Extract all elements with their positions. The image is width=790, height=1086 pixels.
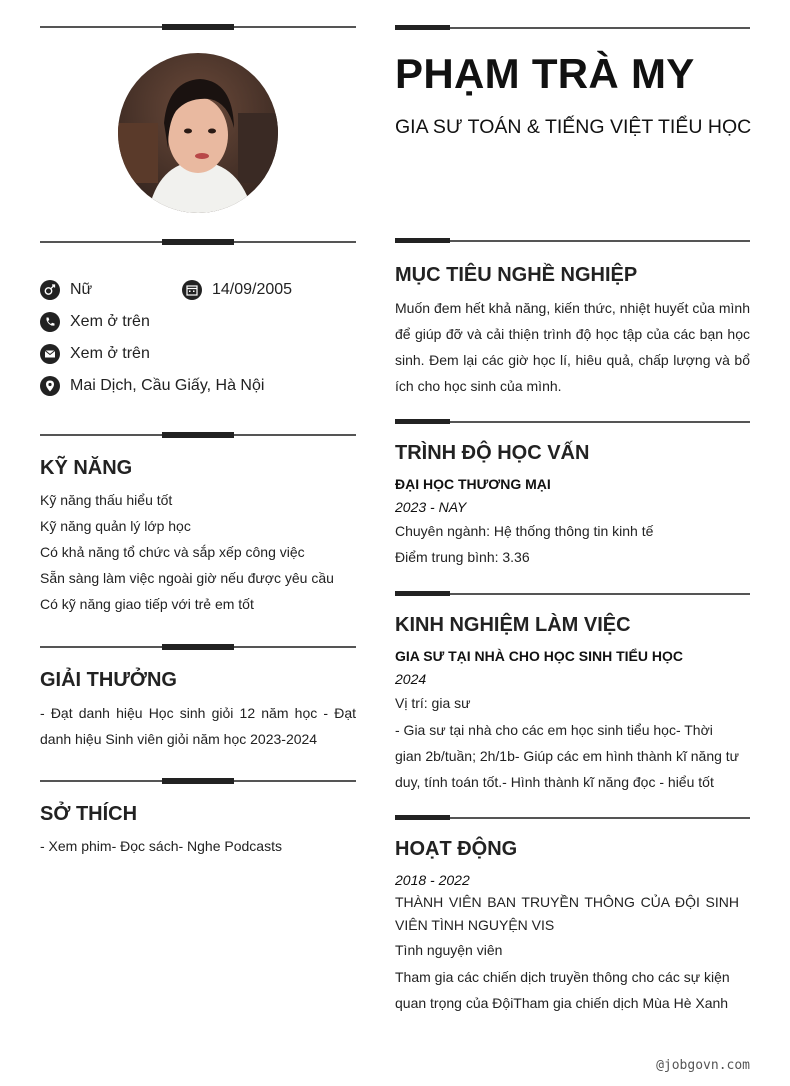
hobbies-title: SỞ THÍCH <box>40 803 138 825</box>
email-icon <box>40 344 60 364</box>
job-title: GIA SƯ TOÁN & TIẾNG VIỆT TIỂU HỌC <box>395 116 752 138</box>
divider-info-left <box>40 238 356 246</box>
experience-job: GIA SƯ TẠI NHÀ CHO HỌC SINH TIỂU HỌC <box>395 648 683 664</box>
activities-period: 2018 - 2022 <box>395 872 470 888</box>
address-text: Mai Dịch, Cầu Giấy, Hà Nội <box>70 377 265 394</box>
divider-activities <box>395 815 750 821</box>
email-text: Xem ở trên <box>70 345 150 362</box>
divider-education <box>395 419 750 425</box>
awards-text: - Đạt danh hiệu Học sinh giỏi 12 năm học - Đạt danh hiệu Sinh viên giỏi năm học 2023-2024 <box>40 705 356 747</box>
birthdate-text: 14/09/2005 <box>212 281 293 298</box>
skill-item: Kỹ năng quản lý lớp học <box>40 518 191 534</box>
skill-item: Sẵn sàng làm việc ngoài giờ nếu được yêu cầu <box>40 570 334 586</box>
experience-title: KINH NGHIỆM LÀM VIỆC <box>395 614 631 636</box>
gender-icon <box>40 280 60 300</box>
skill-item: Kỹ năng thấu hiểu tốt <box>40 492 173 508</box>
calendar-icon <box>182 280 202 300</box>
gender-row <box>40 279 92 301</box>
objective-title: MỤC TIÊU NGHỀ NGHIỆP <box>395 264 638 286</box>
divider-experience <box>395 591 750 597</box>
skill-item: Có kỹ năng giao tiếp với trẻ em tốt <box>40 596 254 612</box>
activities-title: HOẠT ĐỘNG <box>395 838 518 860</box>
skill-item: Có khả năng tổ chức và sắp xếp công việc <box>40 544 305 560</box>
education-period: 2023 - NAY <box>395 499 467 515</box>
hobbies-text: - Xem phim- Đọc sách- Nghe Podcasts <box>40 838 282 854</box>
birthdate-row <box>182 279 292 301</box>
email-row <box>40 343 150 365</box>
divider-top-left <box>40 23 356 31</box>
activities-organization: THÀNH VIÊN BAN TRUYỀN THÔNG CỦA ĐỘI SINH VIÊN TÌNH NGUYỆN VIS <box>395 894 739 933</box>
activities-description: Tham gia các chiến dịch truyền thông cho các sự kiện quan trọng của ĐộiTham gia chiến dịch Mùa Hè Xanh <box>395 969 730 1011</box>
phone-text: Xem ở trên <box>70 313 150 330</box>
activities-role: Tình nguyện viên <box>395 942 503 958</box>
avatar <box>118 53 278 213</box>
education-title: TRÌNH ĐỘ HỌC VẤN <box>395 442 590 464</box>
location-icon <box>40 376 60 396</box>
experience-description: - Gia sư tại nhà cho các em học sinh tiểu học- Thời gian 2b/tuần; 2h/1b- Giúp các em hình thành kĩ năng tư duy, tính toán tốt.- Hình thành kĩ năng đọc - hiểu tốt <box>395 722 740 790</box>
watermark: @jobgovn.com <box>656 1058 750 1073</box>
divider-objective <box>395 238 750 244</box>
awards-title: GIẢI THƯỞNG <box>40 669 177 691</box>
divider-header <box>395 25 750 31</box>
phone-row <box>40 311 150 333</box>
divider-skills <box>40 431 356 439</box>
skills-title: KỸ NĂNG <box>40 457 133 479</box>
education-gpa: Điểm trung bình: 3.36 <box>395 549 530 565</box>
education-school: ĐẠI HỌC THƯƠNG MẠI <box>395 476 551 492</box>
experience-period: 2024 <box>395 671 427 687</box>
divider-hobbies <box>40 777 356 785</box>
person-name: PHẠM TRÀ MY <box>395 50 695 97</box>
objective-text: Muốn đem hết khả năng, kiến thức, nhiệt huyết của mình để giúp đỡ và cải thiện trình độ học tập của các bạn học sinh. Đem lại các giờ học lí, hiêu quả, chấp lượng và bổ ích cho học sinh của mình. <box>395 300 750 394</box>
address-row <box>40 375 264 397</box>
experience-position: Vị trí: gia sư <box>395 695 471 711</box>
education-major: Chuyên ngành: Hệ thống thông tin kinh tế <box>395 523 654 539</box>
divider-awards <box>40 643 356 651</box>
gender-text: Nữ <box>70 281 93 298</box>
phone-icon <box>40 312 60 332</box>
